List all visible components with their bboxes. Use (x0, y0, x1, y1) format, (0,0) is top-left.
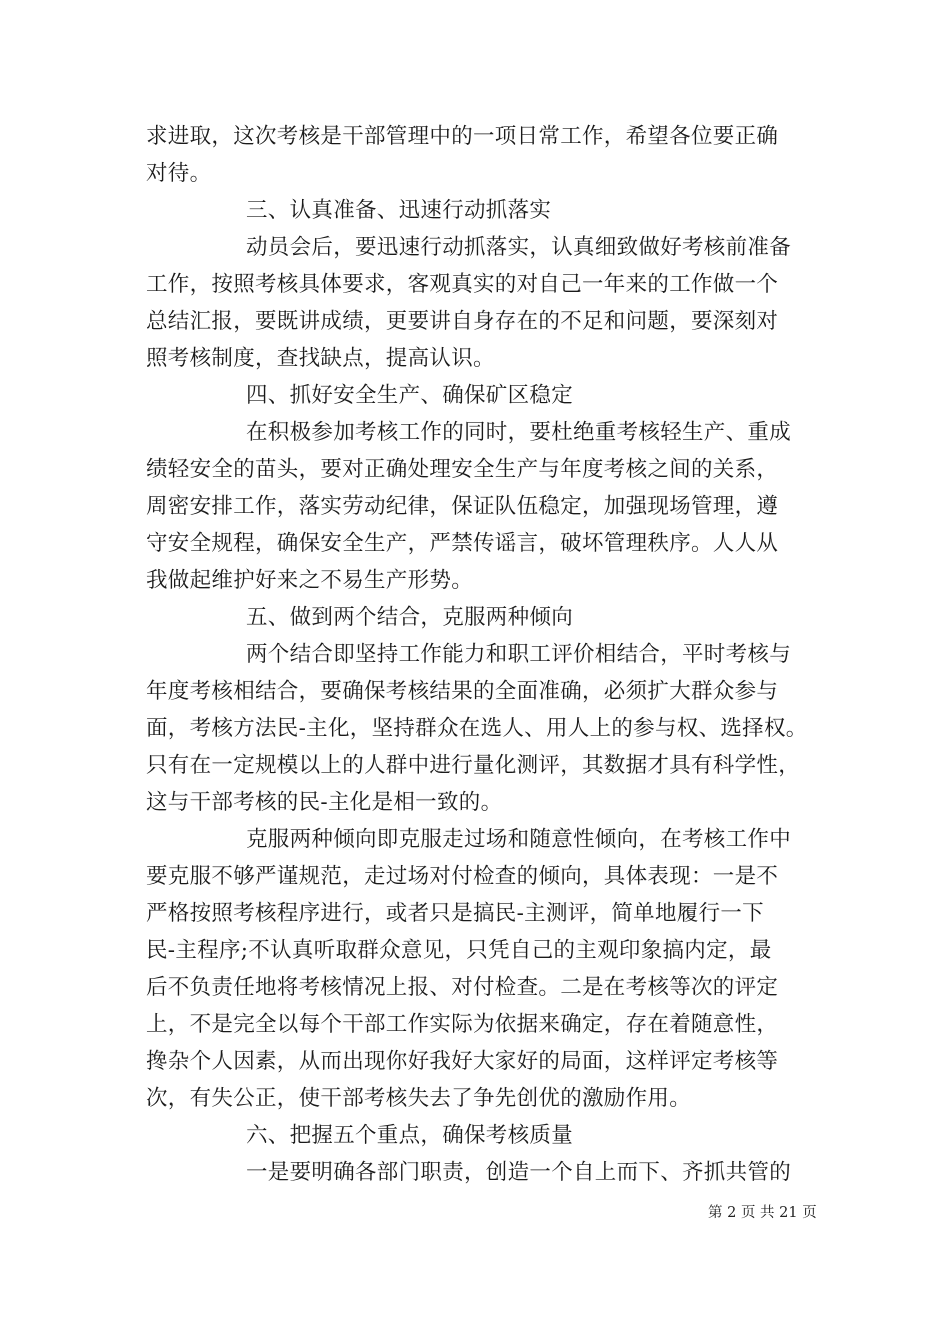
section-heading: 五、做到两个结合，克服两种倾向 (246, 605, 574, 630)
body-line: 民-主程序;不认真听取群众意见，只凭自己的主观印象搞内定，最 (146, 938, 772, 963)
paragraph-first-line: 两个结合即坚持工作能力和职工评价相结合，平时考核与 (246, 642, 792, 667)
body-line: 严格按照考核程序进行，或者只是搞民-主测评，简单地履行一下 (146, 901, 764, 926)
body-line: 上，不是完全以每个干部工作实际为依据来确定，存在着随意性， (146, 1012, 779, 1037)
body-line: 周密安排工作，落实劳动纪律，保证队伍稳定，加强现场管理，遵 (146, 494, 779, 519)
body-line: 搀杂个人因素，从而出现你好我好大家好的局面，这样评定考核等 (146, 1049, 779, 1074)
section-heading: 四、抓好安全生产、确保矿区稳定 (246, 383, 574, 408)
body-line: 年度考核相结合，要确保考核结果的全面准确，必须扩大群众参与 (146, 679, 779, 704)
section-heading: 六、把握五个重点，确保考核质量 (246, 1123, 574, 1148)
paragraph-first-line: 克服两种倾向即克服走过场和随意性倾向，在考核工作中 (246, 827, 792, 852)
body-line: 我做起维护好来之不易生产形势。 (146, 568, 474, 593)
body-line: 后不负责任地将考核情况上报、对付检查。二是在考核等次的评定 (146, 975, 779, 1000)
body-line: 求进取，这次考核是干部管理中的一项日常工作，希望各位要正确 (146, 124, 779, 149)
paragraph-first-line: 在积极参加考核工作的同时，要杜绝重考核轻生产、重成 (246, 420, 792, 445)
section-heading: 三、认真准备、迅速行动抓落实 (246, 198, 552, 223)
body-line: 面，考核方法民-主化，坚持群众在选人、用人上的参与权、选择权。 (146, 716, 808, 741)
body-line: 守安全规程，确保安全生产，严禁传谣言，破坏管理秩序。人人从 (146, 531, 779, 556)
body-line: 照考核制度，查找缺点，提高认识。 (146, 346, 495, 371)
page-number-footer: 第 2 页 共 21 页 (708, 1205, 817, 1221)
paragraph-first-line: 一是要明确各部门职责，创造一个自上而下、齐抓共管的 (246, 1160, 792, 1185)
paragraph-first-line: 动员会后，要迅速行动抓落实，认真细致做好考核前准备 (246, 235, 792, 260)
body-line: 总结汇报，要既讲成绩，更要讲自身存在的不足和问题，要深刻对 (146, 309, 779, 334)
body-line: 对待。 (146, 161, 212, 186)
body-line: 要克服不够严谨规范，走过场对付检查的倾向，具体表现：一是不 (146, 864, 779, 889)
body-line: 这与干部考核的民-主化是相一致的。 (146, 790, 503, 815)
body-line: 次，有失公正，使干部考核失去了争先创优的激励作用。 (146, 1086, 692, 1111)
body-line: 只有在一定规模以上的人群中进行量化测评，其数据才具有科学性， (146, 753, 801, 778)
document-body (146, 118, 810, 1191)
body-line: 绩轻安全的苗头，要对正确处理安全生产与年度考核之间的关系， (146, 457, 779, 482)
body-line: 工作，按照考核具体要求，客观真实的对自己一年来的工作做一个 (146, 272, 779, 297)
